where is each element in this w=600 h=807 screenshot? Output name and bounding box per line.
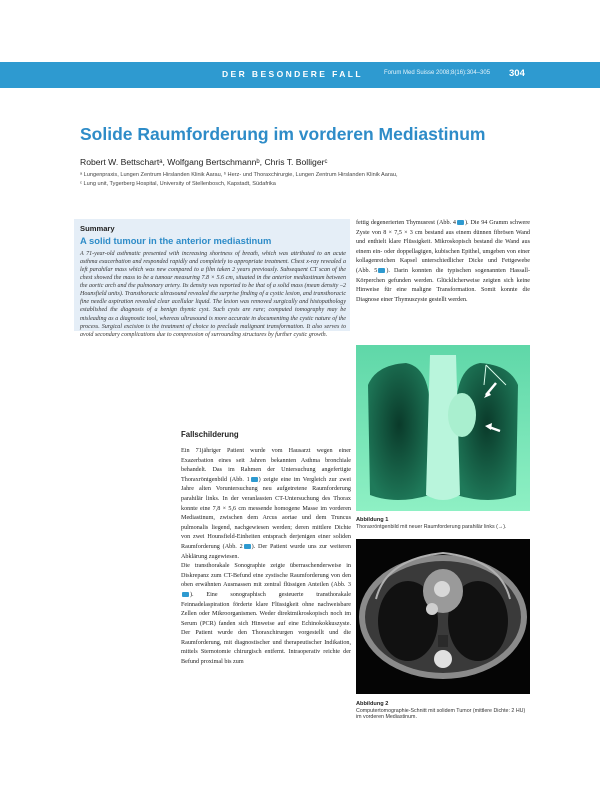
figure-caption-text: Computertomographie-Schnitt mit solidem Tumor (mittlere Dichte: 2 HU) im vorderen Mediastinum. bbox=[356, 707, 526, 721]
summary-box bbox=[74, 219, 350, 338]
summary-abstract: A 71-year-old asthmatic presented with increasing shortness of breath, which was attributed to an acute asthma exacerbation and responded rapidly and completely to appropriate treatment. Chest x-ray revealed a left parahilar mass which was new compared to a film taken 2 years previously. Subsequent CT scan of the chest showed the mass to be a tumour measuring 7.8 × 5.6 cm, situated in the anterior mediastinum between the aortic arch and the pulmonary artery. Its density was reported to be that of a solid mass (mean density –2 Hounsfield units). Transthoracic ultrasound revealed the surprise finding of a cystic lesion, and transthoracic fine needle aspiration revealed clear acellular liquid. The lesion was removed surgically and histopathology established the diagnosis of a benign thymic cyst. Such cysts are rare; computed tomography may be misleading as a diagnostic tool, whereas ultrasound is more accurate in documenting the cystic nature of the process. Surgical excision is the treatment of choice to preclude malignant transformation. It also serves to avoid secondary complications due to compression of surrounding structures by further cystic growth. bbox=[80, 251, 346, 338]
figure-label: Abbildung 2 bbox=[356, 701, 389, 707]
paragraph-text: ). Eine sonographisch gesteuerte transthorakale Feinnadelaspiration förderte klare Flüssigkeit ohne nachweisbare Zellen oder Mikroorganismen. Weder direktmikroskopisch noch im Serum (PCR) fanden sich Hinweise auf eine Echinokokkuszyste. Der Patient wurde den Thoraxchirurgen vorgestellt und die Raumforderung, mit diagnostischer und therapeutischer Indikation, mittels Sternotomie chirurgisch entfernt. Intraoperativ reichte der Befund proximal bis zum bbox=[181, 591, 351, 666]
paragraph-text: Ein 71jähriger Patient wurde vom Hausarzt wegen einer Exazerbation eines seit Jahren bekannten Asthma bronchiale behandelt. Das im Rahmen der Untersuchung angefertigte Thoraxröntgenbild (Abb. 1 bbox=[181, 448, 351, 483]
paragraph-text: ). Der Patient wurde uns zur weiteren Abklärung zugewiesen. bbox=[181, 543, 351, 560]
figure-ref-icon[interactable] bbox=[182, 592, 189, 597]
author-list: Robert W. Bettschartᵃ, Wolfgang Bertschmannᵇ, Chris T. Bolligerᶜ bbox=[80, 157, 328, 167]
affiliation-line: ᶜ Lung unit, Tygerberg Hospital, University of Stellenbosch, Kapstadt, Südafrika bbox=[80, 181, 276, 187]
section-band bbox=[0, 62, 600, 88]
paragraph-text: ). Die 94 Gramm schwere Zyste von 8 × 7,5 × 3 cm bestand aus einem dünnen fibrösen Wand und enthielt klare Flüssigkeit. Mikroskopisch bestand die Wand aus einem ein- oder doppellagigen, kubischen Epithel, umgeben von einer kollagenreichen Kapsel unterschiedlicher Dicke und Fettgewebe (Abb. 5 bbox=[356, 220, 530, 274]
section-label: DER BESONDERE FALL bbox=[222, 69, 363, 79]
affiliation-line: ᵃ Lungenpraxis, Lungen Zentrum Hirslanden Klinik Aarau, ᵇ Herz- und Thoraxchirurgie, Lungen Zentrum Hirslanden Klinik Aarau, bbox=[80, 172, 398, 178]
summary-heading: Summary bbox=[80, 224, 115, 233]
article-title: Solide Raumforderung im vorderen Mediastinum bbox=[80, 124, 486, 144]
figure-ref-icon[interactable] bbox=[457, 220, 464, 225]
body-text-column bbox=[181, 447, 351, 668]
summary-title: A solid tumour in the anterior mediastinum bbox=[80, 235, 272, 246]
section-heading: Fallschilderung bbox=[181, 430, 239, 439]
chest-xray-figure bbox=[356, 345, 530, 511]
figure-caption bbox=[356, 701, 530, 721]
page-number: 304 bbox=[509, 68, 525, 79]
journal-citation: Forum Med Suisse 2008;8(16):304–305 bbox=[384, 70, 491, 76]
figure-caption-text: Thoraxröntgenbild mit neuer Raumforderung parahilär links (→). bbox=[356, 523, 507, 530]
figure-ref-icon[interactable] bbox=[244, 544, 251, 549]
paragraph-text: ). Darin konnten die typischen sogenannten Hassall-Körperchen gefunden werden. Glücklicherweise zeigten sich keine Hinweise für eine maligne Transformation. Somit konnte die Diagnose einer Thymuszyste gestellt werden. bbox=[356, 267, 530, 303]
figure-label: Abbildung 1 bbox=[356, 517, 389, 523]
figure-caption bbox=[356, 517, 530, 530]
body-text-column bbox=[356, 219, 530, 305]
figure-ref-icon[interactable] bbox=[378, 268, 385, 273]
figure-ref-icon[interactable] bbox=[251, 477, 258, 482]
paragraph-text: fettig degenerierten Thymusrest (Abb. 4 bbox=[356, 220, 457, 226]
ct-scan-figure bbox=[356, 539, 530, 694]
paragraph-text: ) zeigte eine im Vergleich zur zwei Jahre alten Voruntersuchung neu aufgetretene Raumforderung parahilär links. In der veranlassten CT-Untersuchung des Thorax konnte eine 7,8 × 5,6 cm messende homogene Masse im vorderen Mediastinum, zwischen dem Arcus aortae und dem Truncus pulmonalis liegend, nachgewiesen werden; deren mittlere Dichte von zwei Hounsfield-Einheiten entsprach derjenigen einer soliden Raumforderung (Abb. 2 bbox=[181, 476, 351, 550]
paragraph-text: Die transthorakale Sonographie zeigte überraschenderweise in Diskrepanz zum CT-Befund eine zystische Raumforderung von den oben erwähnten Ausmassen mit zentral flüssigen Anteilen (Abb. 3 bbox=[181, 563, 351, 589]
